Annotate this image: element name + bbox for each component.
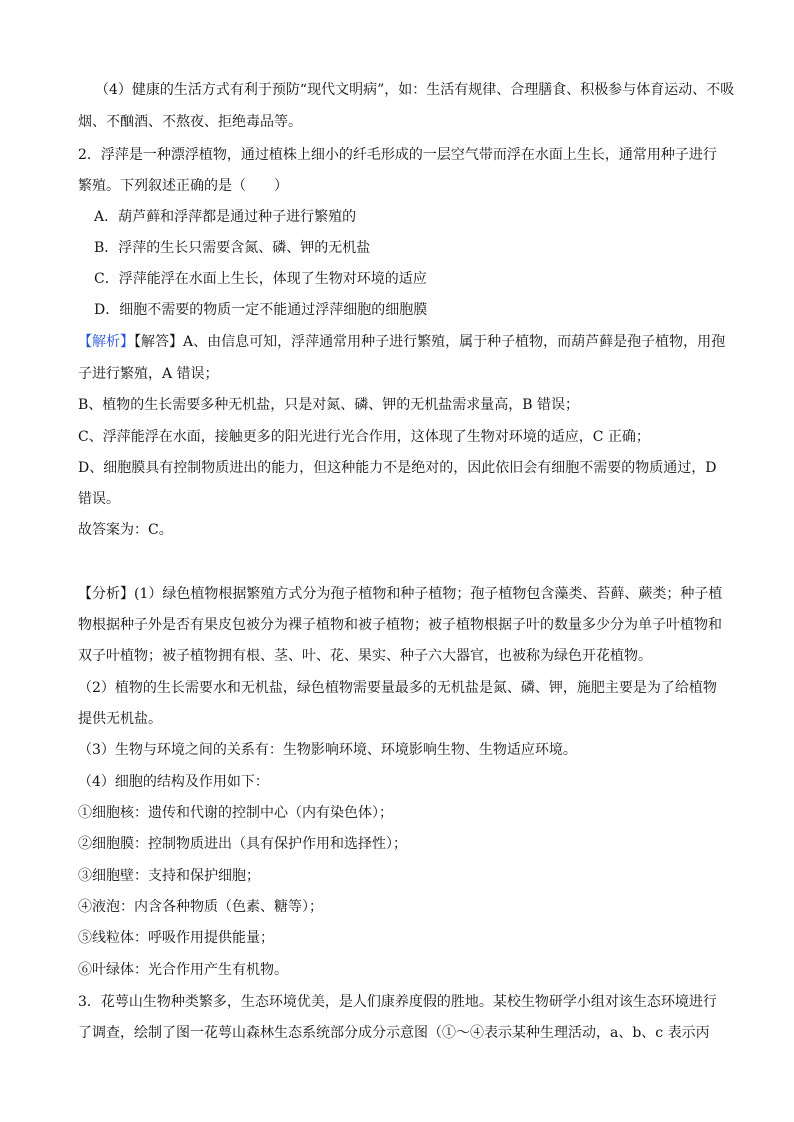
- cell-item-5: ⑤线粒体：呼吸作用提供能量；: [78, 930, 274, 946]
- q2-option-b: B．浮萍的生长只需要含氮、磷、钾的无机盐: [94, 240, 371, 256]
- q1-tail-line-2: 烟、不酗酒、不熬夜、拒绝毒品等。: [78, 114, 302, 130]
- q2-solution-b: B、植物的生长需要多种无机盐，只是对氮、磷、钾的无机盐需求量高，B 错误；: [78, 397, 580, 413]
- q2-solution-d-2: 错误。: [78, 491, 120, 507]
- cell-item-3: ③细胞壁：支持和保护细胞；: [78, 868, 260, 884]
- analysis-p3: （3）生物与环境之间的关系有：生物影响环境、环境影响生物、生物适应环境。: [78, 742, 577, 758]
- q2-solution-c: C、浮萍能浮在水面，接触更多的阳光进行光合作用，这体现了生物对环境的适应，C 正确；: [78, 429, 650, 445]
- q2-option-c: C．浮萍能浮在水面上生长，体现了生物对环境的适应: [94, 271, 427, 287]
- q2-option-d: D．细胞不需要的物质一定不能通过浮萍细胞的细胞膜: [94, 302, 428, 318]
- analysis-p2-line-2: 提供无机盐。: [78, 711, 162, 727]
- q3-stem-line-1: 3．花萼山生物种类繁多，生态环境优美，是人们康养度假的胜地。某校生物研学小组对该生态环境进行: [78, 994, 717, 1010]
- cell-item-6: ⑥叶绿体：光合作用产生有机物。: [78, 962, 288, 978]
- analysis-p2-line-1: （2）植物的生长需要水和无机盐，绿色植物需要量最多的无机盐是氮、磷、钾，施肥主要是为了给植物: [78, 680, 717, 696]
- q2-solution-line-1: [78, 332, 758, 352]
- analysis-p4: （4）细胞的结构及作用如下：: [78, 774, 269, 790]
- cell-item-2: ②细胞膜：控制物质进出（具有保护作用和选择性）；: [78, 836, 407, 852]
- cell-item-4: ④液泡：内含各种物质（色素、糖等）；: [78, 899, 323, 915]
- analysis-p1-line-3: 双子叶植物；被子植物拥有根、茎、叶、花、果实、种子六大器官，也被称为绿色开花植物。: [78, 648, 652, 664]
- jiexi-text: 【解答】A、由信息可知，浮萍通常用种子进行繁殖，属于种子植物，而葫芦藓是孢子植物，用孢: [134, 334, 726, 350]
- q3-stem-line-2: 了调查，绘制了图一花萼山森林生态系统部分成分示意图（①～④表示某种生理活动，a、b、c 表示丙: [78, 1025, 710, 1041]
- jiexi-tag: 【解析】: [78, 334, 134, 350]
- q2-solution-d-1: D、细胞膜具有控制物质进出的能力，但这种能力不是绝对的，因此依旧会有细胞不需要的物质通过，D: [78, 460, 717, 476]
- q2-stem-line-2: 繁殖。下列叙述正确的是（ ）: [78, 178, 288, 194]
- q2-option-a: A．葫芦藓和浮萍都是通过种子进行繁殖的: [94, 209, 357, 225]
- q2-stem-line-1: 2．浮萍是一种漂浮植物，通过植株上细小的纤毛形成的一层空气带而浮在水面上生长，通常用种子进行: [78, 147, 717, 163]
- analysis-p1-line-1: 【分析】(1）绿色植物根据繁殖方式分为孢子植物和种子植物；孢子植物包含藻类、苔藓、蕨类；种子植: [78, 586, 723, 602]
- q2-solution-line-2: 子进行繁殖，A 错误；: [78, 366, 219, 382]
- cell-item-1: ①细胞核：遗传和代谢的控制中心（内有染色体）；: [78, 805, 393, 821]
- q2-answer: 故答案为：C。: [78, 522, 173, 538]
- q1-tail-line-1: （4）健康的生活方式有利于预防“现代文明病”，如：生活有规律、合理膳食、积极参与体育运动、不吸: [95, 82, 735, 98]
- analysis-p1-line-2: 物根据种子外是否有果皮包被分为裸子植物和被子植物；被子植物根据子叶的数量多少分为单子叶植物和: [78, 617, 722, 633]
